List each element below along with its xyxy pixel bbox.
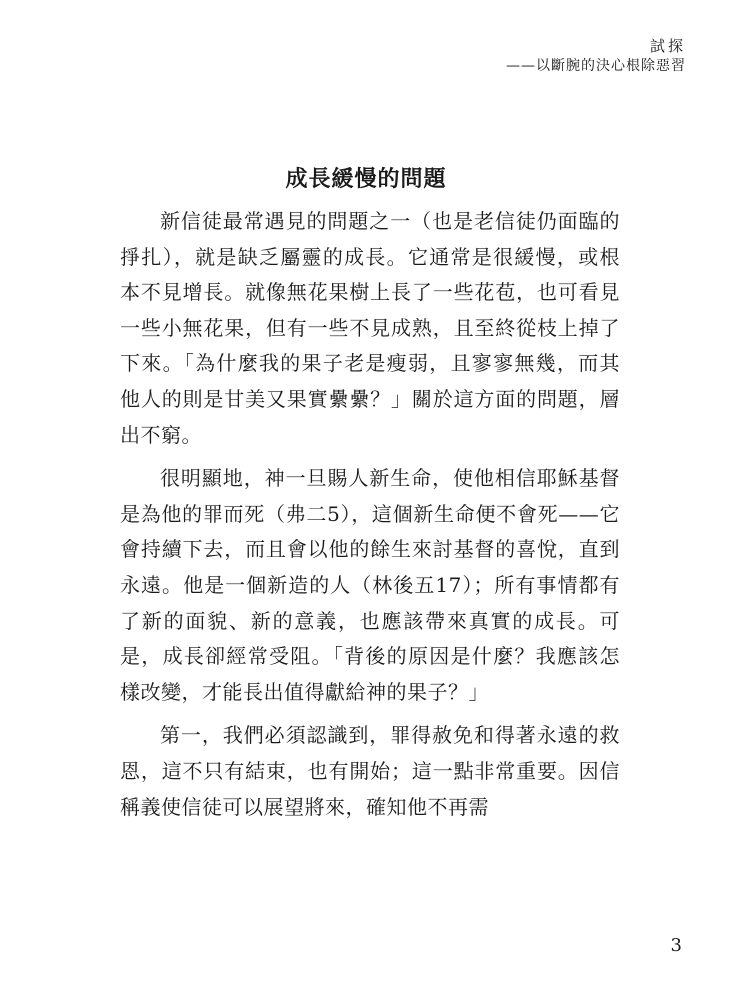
paragraph-1: 新信徒最常遇見的問題之一（也是老信徒仍面臨的掙扎），就是缺乏屬靈的成長。它通常是很緩慢，或根本不見增長。就像無花果樹上長了一些花苞，也可看見一些小無花果，但有一些不見成熟，且至終從枝上掉了下來。「為什麼我的果子老是瘦弱，且寥寥無幾，而其他人的則是甘美又果實纍纍？」關於這方面的問題，層出不窮。	[120, 209, 620, 447]
paragraph-3: 第一，我們必須認識到，罪得赦免和得著永遠的救恩，這不只有結束，也有開始；這一點非常重要。因信稱義使信徒可以展望將來，確知他不再需	[120, 723, 620, 819]
paragraph-2: 很明顯地，神一旦賜人新生命，使他相信耶穌基督是為他的罪而死（弗二5），這個新生命便不會死——它會持續下去，而且會以他的餘生來討基督的喜悅，直到永遠。他是一個新造的人（林後五17）；所有事情都有了新的面貌、新的意義，也應該帶來真實的成長。可是，成長卻經常受阻。「背後的原因是什麼？我應該怎樣改變，才能長出值得獻給神的果子？」	[120, 466, 620, 704]
page-number: 3	[670, 935, 682, 956]
running-header-title: 試探	[649, 37, 686, 55]
section-title: 成長緩慢的問題	[285, 166, 447, 192]
running-header-subtitle: ——以斷腕的決心根除惡習	[506, 58, 686, 74]
running-header	[506, 36, 686, 76]
body-text	[120, 204, 620, 833]
